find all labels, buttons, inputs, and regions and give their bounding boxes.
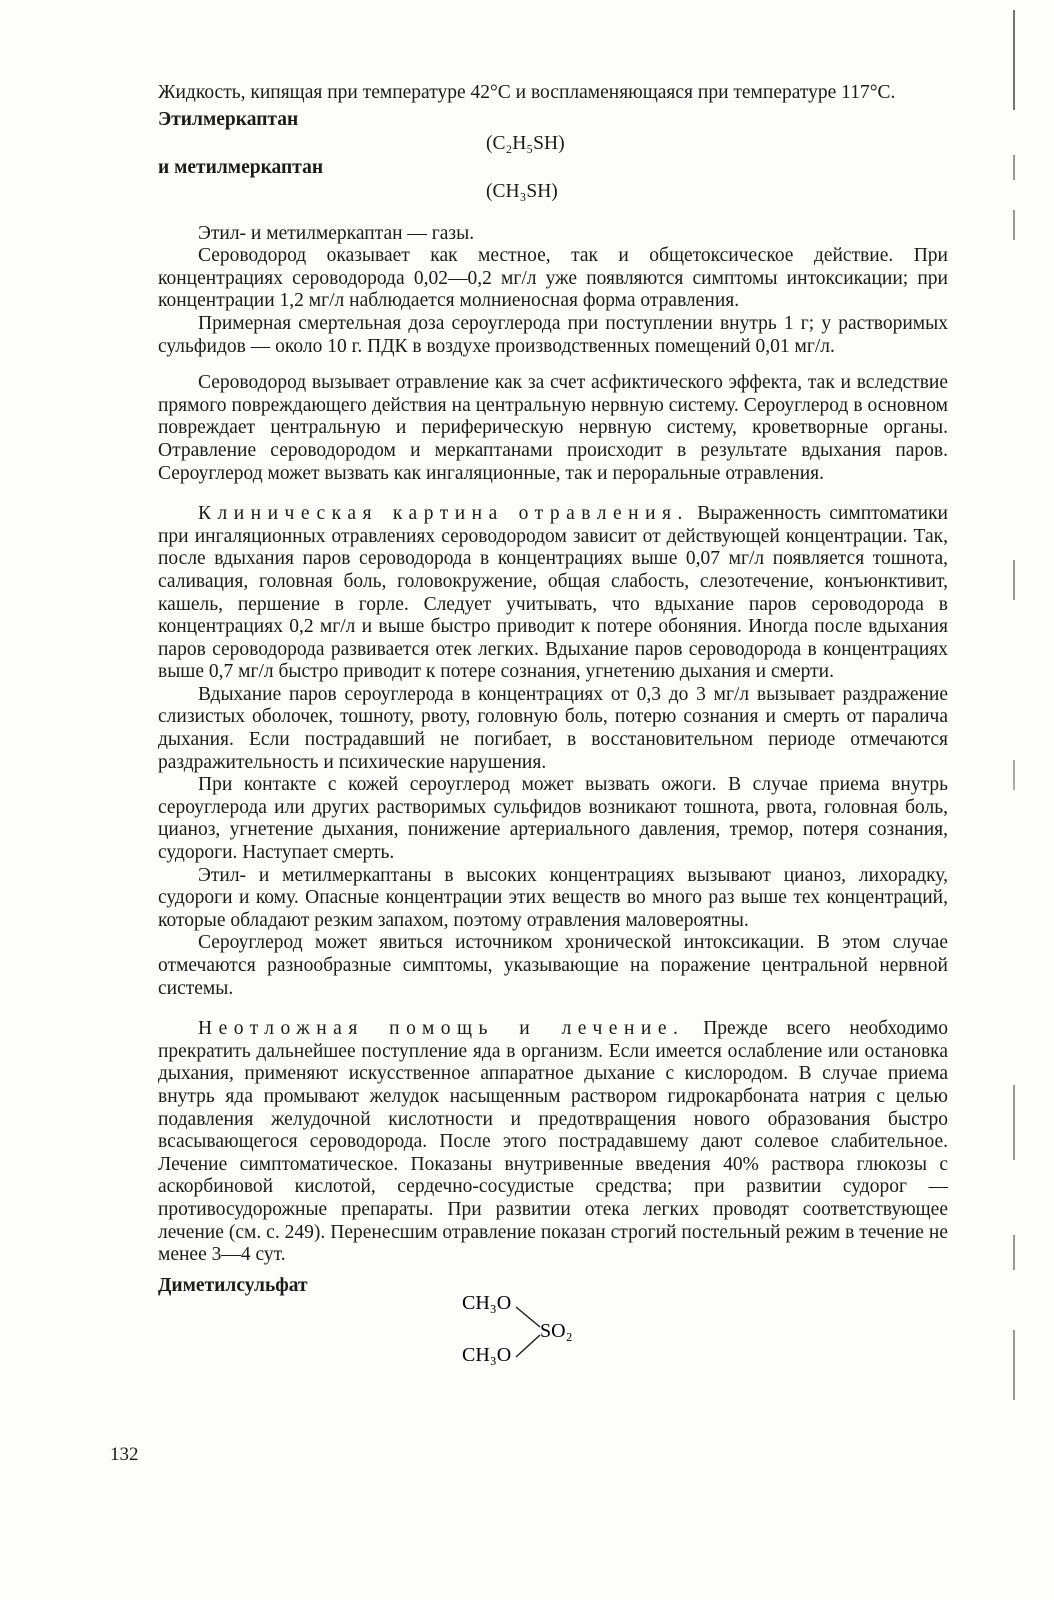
dimethylsulfate-block xyxy=(158,1275,948,1395)
heading-ethylmercaptan: Этилмеркаптан xyxy=(158,108,299,130)
formula-group-top: CH₃O xyxy=(462,1291,512,1314)
clinic-paragraph xyxy=(158,503,948,684)
gases-paragraph: Этил- и метилмеркаптан — газы. xyxy=(198,222,475,244)
formula-ethylmercaptan: (C₂H₅SH) xyxy=(486,132,565,154)
formula-methylmercaptan: (CH₃SH) xyxy=(486,180,558,202)
formula-center: SO₂ xyxy=(540,1319,573,1342)
bond-top xyxy=(516,1307,540,1327)
aid-heading: Неотложная помощь и лечение. xyxy=(198,1018,685,1040)
bond-bottom xyxy=(516,1335,540,1357)
paragraph-mechanism: Сероводород вызывает отравление как за счет асфиктического эффекта, так и вследствие прямого повреждающего действия на центральную нервную систему. Сероуглерод в основном повреждает центральную и периферическую нервную систему, кроветворные органы. Отравление сероводородом и меркаптанами происходит в результате вдыхания паров. Сероуглерод может вызвать как ингаляционные, так и пероральные отравления. xyxy=(158,372,948,484)
formula-group-bottom: CH₃O xyxy=(462,1343,512,1366)
paragraph-skin-contact: При контакте с кожей сероуглерод может вызвать ожоги. В случае приема внутрь сероуглерода или других растворимых сульфидов возникают тошнота, рвота, головная боль, цианоз, угнетение дыхания, понижение артериального давления, тремор, потеря сознания, судороги. Наступает смерть. xyxy=(158,774,948,864)
paragraph-chronic: Сероуглерод может явиться источником хронической интоксикации. В этом случае отмечаются разнообразные симптомы, указывающие на поражение центральной нервной системы. xyxy=(158,932,948,999)
intro-paragraph: Жидкость, кипящая при температуре 42°C и воспламеняющаяся при температуре 117°C. xyxy=(158,82,896,103)
paragraph-lethal-dose: Примерная смертельная доза сероуглерода при поступлении внутрь 1 г; у растворимых сульфидов — около 10 г. ПДК в воздухе производственных помещений 0,01 мг/л. xyxy=(158,312,948,357)
paragraph-carbon-disulfide-inhalation: Вдыхание паров сероуглерода в концентрациях от 0,3 до 3 мг/л вызывает раздражение слизистых оболочек, тошноту, рвоту, головную боль, потерю сознания и смерть от паралича дыхания. Если пострадавший не погибает, в восстановительном периоде отмечаются раздражительность и психические нарушения. xyxy=(158,683,948,773)
page-number: 132 xyxy=(110,1444,139,1465)
scan-margin-marks xyxy=(1008,0,1054,1600)
clinic-heading: Клиническая картина отравления. xyxy=(198,503,689,525)
page-body xyxy=(158,82,948,1395)
heading-methylmercaptan: и метилмеркаптан xyxy=(158,156,324,178)
aid-text: Прежде всего необходимо прекратить дальнейшее поступление яда в организм. Если имеется ослабление или остановка дыхания, применяют искусственное аппаратное дыхание с кислородом. В случае приема внутрь яда промывают желудок насыщенным раствором гидрокарбоната натрия с целью подавления желудочной кислотности и предотвращения нового образования быстро всасывающегося сероводорода. После этого пострадавшему дают солевое слабительное. Лечение симптоматическое. Показаны внутривенные введения 40% раствора глюкозы с аскорбиновой кислотой, сердечно-сосудистые средства; при развитии судорог — противосудорожные препараты. При развитии отека легких проводят соответствующее лечение (см. с. 249). Перенесшим отравление показан строгий постельный режим в течение не менее 3—4 сут. xyxy=(158,1018,949,1266)
dimethylsulfate-formula xyxy=(458,1285,618,1385)
paragraph-mercaptans: Этил- и метилмеркаптаны в высоких концентрациях вызывают цианоз, лихорадку, судороги и кому. Опасные концентрации этих веществ во много раз выше тех концентраций, которые обладают резким запахом, поэтому отравления маловероятны. xyxy=(158,864,948,931)
mercaptan-heading-block xyxy=(158,105,948,202)
paragraph-local-action: Сероводород оказывает как местное, так и общетоксическое действие. При концентрациях сероводорода 0,02—0,2 мг/л уже появляются симптомы интоксикации; при концентрации 1,2 мг/л наблюдается молниеносная форма отравления. xyxy=(158,245,948,312)
aid-paragraph xyxy=(158,1018,948,1267)
heading-dimethylsulfate: Диметилсульфат xyxy=(158,1274,308,1296)
clinic-text: Выраженность симптоматики при ингаляционных отравлениях сероводородом зависит от действующей концентрации. Так, после вдыхания паров сероводорода в концентрациях выше 0,07 мг/л появляется тошнота, саливация, головная боль, головокружение, общая слабость, слезотечение, конъюнктивит, кашель, першение в горле. Следует учитывать, что вдыхание паров сероводорода в концентрациях 0,2 мг/л и выше быстро приводит к потере обоняния. Иногда после вдыхания паров сероводорода развивается отек легких. Вдыхание паров сероводорода в концентрациях выше 0,7 мг/л быстро приводит к потере сознания, угнетению дыхания и смерти. xyxy=(158,503,948,683)
